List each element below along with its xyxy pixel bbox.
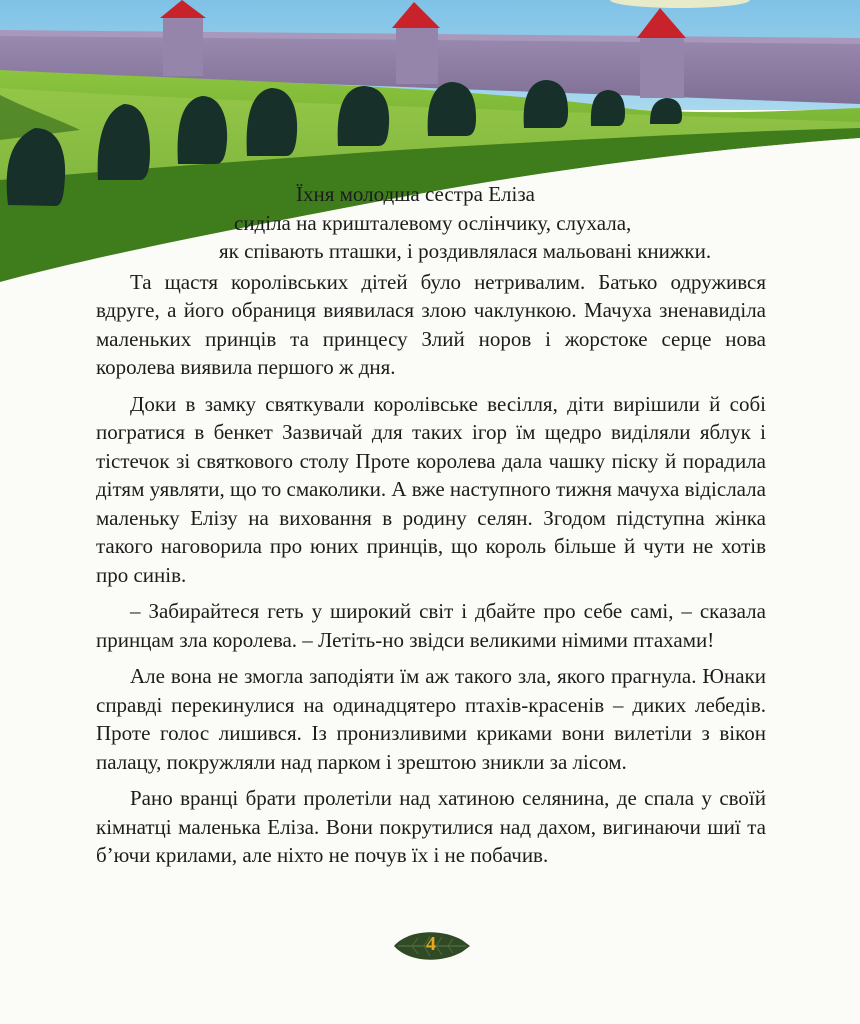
- story-text: [96, 180, 766, 878]
- intro-line: Їхня молодша сестра Еліза: [296, 182, 535, 206]
- page-number: 4: [426, 933, 436, 955]
- intro-line: сиділа на кришталевому ослінчику, слухала,: [234, 210, 632, 235]
- paragraph: Рано вранці брати пролетіли над хатиною селянина, де спала у своїй кімнатці маленька Еліза. Вони покрутилися над дахом, вигинаючи шиї та б’ючи крилами, але ніхто не почув їх і не побачив.: [96, 786, 766, 867]
- paragraph: – Забирайтеся геть у широкий світ і дбайте про себе самі, – сказала принцам зла королева. – Летіть-но звідси великими німими птахами!: [96, 599, 766, 652]
- paragraph: Та щастя королівських дітей було нетривалим. Батько одружився вдруге, а його обраниця виявилася злою чаклункою. Мачуха зненавиділа маленьких принців та принцесу Злий норов і жорстоке серце нова королева виявила першого ж дня.: [96, 269, 766, 379]
- paragraph: Але вона не змогла заподіяти їм аж такого зла, якого прагнула. Юнаки справді перекинулися на одинадцятеро птахів-красенів – диких лебедів. Проте голос лишився. Із пронизливими криками вони вилетіли з вікон палацу, покружляли над парком і зрештою зникли за лісом.: [96, 664, 766, 774]
- intro-line: як співають пташки, і роздивлялася мальовані книжки.: [219, 239, 712, 263]
- paragraph: Доки в замку святкували королівське весілля, діти вирішили й собі погратися в бенкет Зазвичай для таких ігор їм щедро виділяли яблук і тістечок зі святкового столу Проте королева дала чашку піску й порадила дітям уявляти, що то смаколики. А вже наступного тижня мачуха відіслала маленьку Елізу на виховання в родину селян. Згодом підступна жінка такого наговорила про юних принців, що король більше й чути не хотів про синів.: [96, 391, 766, 587]
- page-number-leaf: [392, 926, 472, 966]
